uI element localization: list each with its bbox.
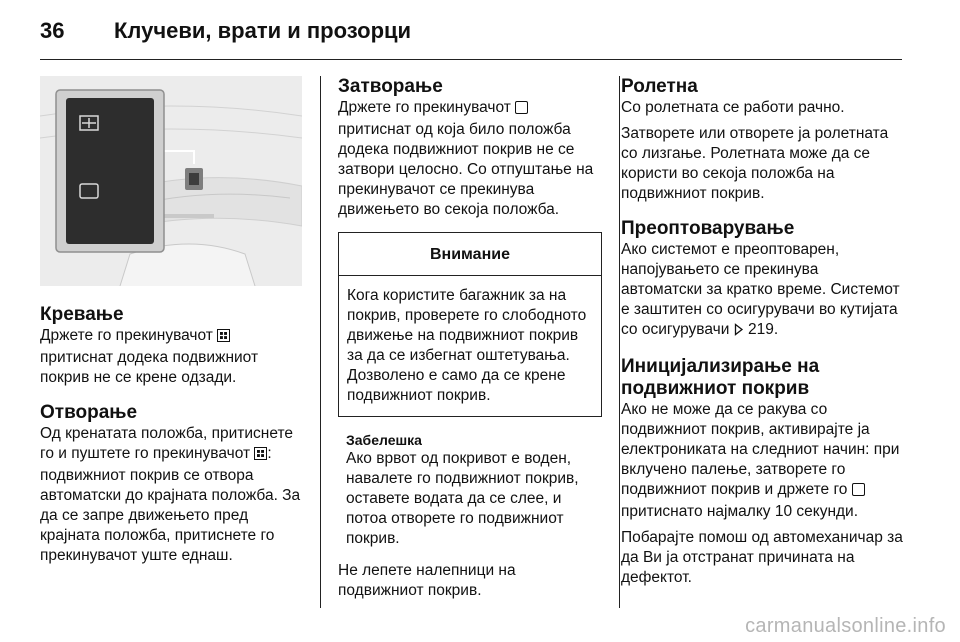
overload-text-end: . bbox=[773, 321, 779, 338]
overload-section bbox=[621, 218, 903, 342]
header-divider bbox=[40, 59, 902, 60]
sunroof-switch-illustration bbox=[40, 76, 302, 286]
init-text-2: Побарајте помош од автомеханичар за да Ви ја отстранат причината на дефектот. bbox=[621, 529, 903, 586]
sunroof-tilt-open-icon bbox=[217, 328, 230, 348]
watermark: carmanualsonline.info bbox=[745, 615, 946, 637]
init-heading: Иницијализирање на подвижниот покрив bbox=[621, 356, 820, 399]
blind-heading: Ролетна bbox=[621, 76, 698, 97]
blind-text-2: Затворете или отворете ја ролетната со лизгање. Ролетната може да се користи во секоја положба на подвижниот покрив. bbox=[621, 125, 889, 202]
page-title: Клучеви, врати и прозорци bbox=[114, 18, 412, 43]
sunroof-close-icon bbox=[852, 482, 865, 502]
tilt-heading: Кревање bbox=[40, 304, 124, 325]
column-2 bbox=[338, 76, 602, 601]
notice-text: Ако врвот од покривот е воден, навалете го подвижниот покрив, оставете водата да се слее, и потоа отворете го подвижниот покрив. bbox=[346, 450, 579, 547]
close-text-end: притиснат од која било положба додека подвижниот покрив не се затвори целосно. Со отпуштање на прекинувачот се прекинува движењето во секоја положба. bbox=[338, 121, 594, 218]
overload-text bbox=[621, 240, 903, 342]
sunroof-close-icon bbox=[515, 100, 528, 120]
tilt-section bbox=[40, 304, 302, 388]
open-heading: Отворање bbox=[40, 402, 138, 423]
overload-text-start: Ако системот е преоптоварен, напојувањето се прекинува автоматски за кратко време. Системот е заштитен со осигурувачи во кутијата со осигурувачи bbox=[621, 241, 900, 338]
close-section bbox=[338, 76, 602, 220]
init-text-end: притиснато најмалку 10 секунди. bbox=[621, 503, 859, 520]
page-reference-arrow-icon bbox=[734, 322, 744, 342]
overload-page-ref[interactable]: 219 bbox=[748, 321, 774, 338]
notice-title: Забелешка bbox=[346, 432, 422, 448]
sunroof-tilt-open-icon bbox=[254, 446, 267, 466]
column-3 bbox=[621, 76, 903, 588]
blind-text-1: Со ролетната се работи рачно. bbox=[621, 99, 845, 116]
tilt-text-start: Држете го прекинувачот bbox=[40, 327, 218, 344]
open-section bbox=[40, 402, 302, 566]
open-text-end: : подвижниот покрив се отвора автоматски до крајната положба. За да се запре движењето пред крајната положба, притиснете го прекинувачот уште еднаш. bbox=[40, 445, 301, 564]
notice-section bbox=[338, 431, 602, 549]
caution-body bbox=[339, 276, 601, 416]
open-text bbox=[40, 424, 302, 566]
init-section bbox=[621, 356, 903, 588]
caution-box bbox=[338, 232, 602, 417]
overload-heading: Преоптоварување bbox=[621, 218, 795, 239]
column-divider-2 bbox=[619, 76, 620, 608]
init-text bbox=[621, 400, 903, 522]
column-divider-1 bbox=[320, 76, 321, 608]
tilt-text-end: притиснат додека подвижниот покрив не се крене одзади. bbox=[40, 349, 259, 386]
page-header bbox=[40, 18, 411, 48]
tilt-text bbox=[40, 326, 302, 388]
open-text-start: Од кренатата положба, притиснете го и пуштете го прекинувачот bbox=[40, 425, 294, 462]
column-1 bbox=[40, 76, 302, 580]
init-text-start: Ако не може да се ракува со подвижниот покрив, активирајте ја електрониката на следниот начин: при вклучено палење, затворете го подвижниот покрив и држете го bbox=[621, 401, 900, 498]
caution-title: Внимание bbox=[339, 233, 601, 276]
page-number: 36 bbox=[40, 18, 65, 43]
blind-section bbox=[621, 76, 903, 204]
sunroof-switch-drawing bbox=[40, 76, 302, 286]
stickers-text: Не лепете налепници на подвижниот покрив. bbox=[338, 562, 516, 599]
close-text-start: Држете го прекинувачот bbox=[338, 99, 516, 116]
caution-text-2: Дозволено е само да се крене подвижниот покрив. bbox=[347, 367, 566, 404]
close-heading: Затворање bbox=[338, 76, 443, 97]
close-text bbox=[338, 98, 602, 220]
caution-text-1: Кога користите багажник за на покрив, проверете го слободното движење на подвижниот покрив за да се избегнат оштетувања. bbox=[347, 287, 587, 364]
